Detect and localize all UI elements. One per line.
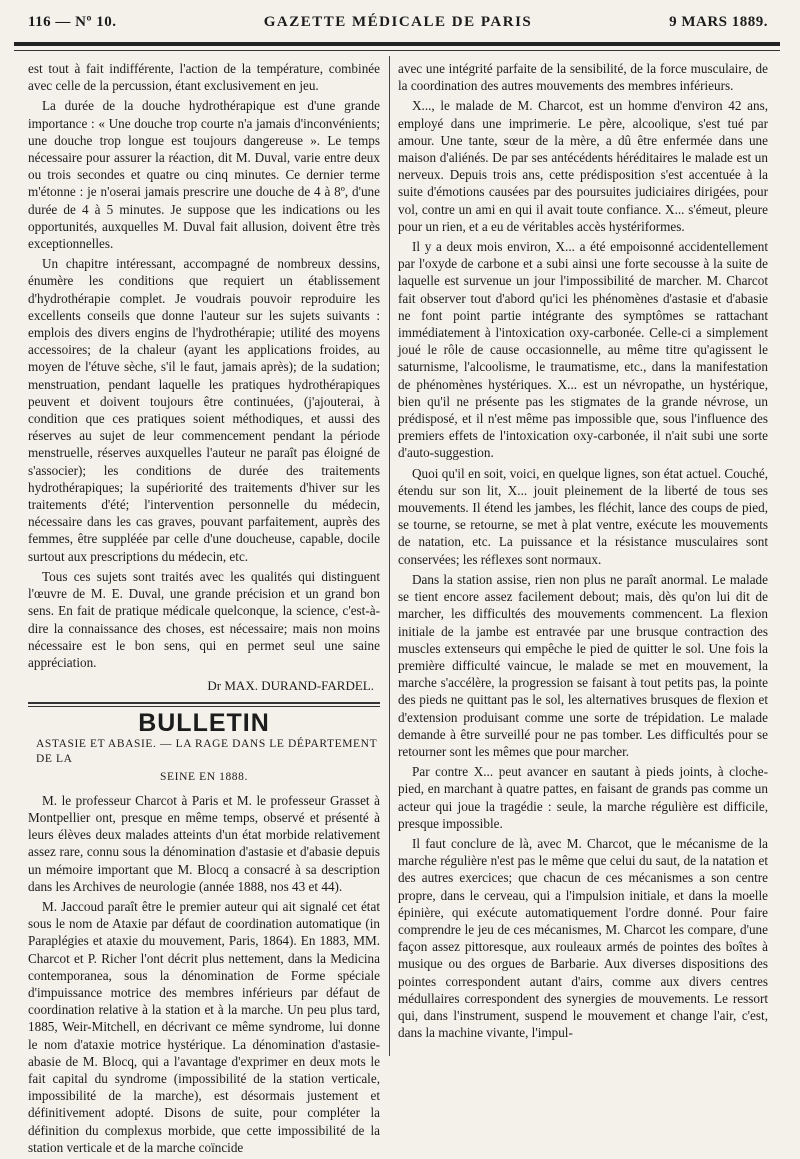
issue-date: 9 MARS 1889. bbox=[669, 14, 768, 30]
right-column bbox=[398, 60, 768, 1044]
journal-title: GAZETTE MÉDICALE DE PARIS bbox=[263, 14, 533, 30]
author-signature: Dr MAX. DURAND-FARDEL. bbox=[207, 678, 374, 694]
article-paragraph: X..., le malade de M. Charcot, est un homme d'environ 42 ans, employé dans une imprimerie. Le père, alcoolique, s'est tué par amour. Une tante, sœur de la mère, a dû être enfermée dans une maison d'aliénés. De par ses antécédents héréditaires le malade est un nerveux. Depuis trois ans, cette prédisposition s'est accentuée à la suite d'émotions causées par des poursuites judiciaires dirigées, pour vol, contre un ami en qui il avait toute confiance. X... s'émeut, pleure pour un rien, et a eu de véritables accès hystériformes. bbox=[398, 98, 768, 234]
bulletin-subtitle-cont: SEINE EN 1888. bbox=[160, 770, 248, 783]
bulletin-subtitle: ASTASIE ET ABASIE. — LA RAGE DANS LE DÉPARTEMENT DE LA bbox=[36, 737, 378, 765]
article-paragraph: Tous ces sujets sont traités avec les qualités qui distinguent l'œuvre de M. E. Duval, une grande précision et un grand bon sens. En fait de pratique médicale quelconque, la science, c'est-à-dire la connaissance des choses, est nécessaire; mais non moins nécessaire est le bon sens, qui en permet seul une saine appréciation. bbox=[28, 568, 380, 670]
header-rule-thick bbox=[14, 42, 780, 46]
section-rule bbox=[28, 702, 380, 704]
page-number: 116 — Nº 10. bbox=[28, 14, 117, 30]
section-rule-thin bbox=[28, 706, 380, 707]
header-rule-thin bbox=[14, 50, 780, 51]
bulletin-paragraph: M. Jaccoud paraît être le premier auteur qui ait signalé cet état sous le nom de Ataxie par défaut de coordination automatique (in Paraplégies et ataxie du mouvement, Paris, 1864). En 1883, MM. Charcot et P. Richer l'ont décrit plus nettement, dans la Medicina contemporanea, sous la dénomination de Forme spéciale d'impuissance motrice des membres inférieurs par défaut de coordination relative à la station et à la marche. Un peu plus tard, 1885, Weir-Mitchell, en décrivant ce même syndrome, lui donne le nom d'ataxie motrice hystérique. La dénomination d'astasie-abasie de M. Blocq, qui a l'avantage d'exprimer en deux mots le fait capital du syndrome (impossibilité de la station verticale, impossibilité de la marche), est désormais justement et définitivement adopté. Disons de suite, pour compléter la définition du complexus morbide, que cette impossibilité de la station verticale et de la marche coïncide bbox=[28, 898, 380, 1155]
article-paragraph: avec une intégrité parfaite de la sensibilité, de la force musculaire, de la coordination des autres mouvements des membres inférieurs. bbox=[398, 61, 768, 94]
article-paragraph: est tout à fait indifférente, l'action de la température, combinée avec celle de la percussion, étant exclusivement en jeu. bbox=[28, 61, 380, 94]
article-paragraph: Par contre X... peut avancer en sautant à pieds joints, à cloche-pied, en marchant à quatre pattes, en faisant de grands pas comme un acteur qui joue la tragédie : seule, la marche régulière est difficile, presque impossible. bbox=[398, 764, 768, 831]
page-header bbox=[28, 10, 768, 36]
bulletin-heading: BULLETIN bbox=[138, 709, 270, 738]
bulletin-paragraph: M. le professeur Charcot à Paris et M. le professeur Grasset à Montpellier ont, presque en même temps, observé et présenté à leurs élèves deux malades atteints d'un état morbide relativement assez rare, connu sous la dénomination d'astasie et d'abasie depuis un mémoire important que M. Blocq a consacré à sa description dans les Archives de neurologie (année 1888, nos 43 et 44). bbox=[28, 792, 380, 894]
article-paragraph: Quoi qu'il en soit, voici, en quelque lignes, son état actuel. Couché, étendu sur son lit, X... jouit pleinement de la liberté de tous ses mouvements. Il étend les jambes, les fléchit, lance des coups de pied, se tourne, se retourne, se met à plat ventre, exécute les mouvements de natation, etc. La puissance et la résistance musculaires sont conservées; les réflexes sont normaux. bbox=[398, 465, 768, 567]
article-paragraph: Il y a deux mois environ, X... a été empoisonné accidentellement par l'oxyde de carbone et a subi ainsi une forte secousse à la suite de laquelle est survenue un jour l'impossibilité de marcher. M. Charcot fait observer tout d'abord qu'ici les phénomènes d'astasie et d'abasie ne font point partie intégrante des symptômes se rattachant immédiatement à l'intoxication oxy-carbonée. Celle-ci a simplement joué le rôle de cause occasionnelle, au même titre qu'agissent le saturnisme, l'alcoolisme, le traumatisme, etc., dans la manifestation de phénomènes hystériques. X... est un névropathe, un hystérique, bien qu'il ne présente pas les stigmates de la grande névrose, un prédisposé, et il n'est même pas impossible que, sous l'influence des premiers effets de l'intoxication oxy-carbonée, il n'ait subi une sorte d'auto-suggestion. bbox=[398, 239, 768, 461]
left-column bbox=[28, 60, 380, 1159]
article-paragraph: La durée de la douche hydrothérapique est d'une grande importance : « Une douche trop courte n'a jamais d'inconvénients; une douche trop longue est toujours dangereuse ». Le temps nécessaire pour assurer la réaction, dit M. Duval, varie entre deux ou trois secondes et quatre ou cinq minutes. Ce dernier terme m'étonne : je n'oserai jamais prescrire une douche de 4 à 8º, d'une durée de 4 à 5 minutes. Je suppose que les indications ou les opportunités, auxquelles M. Duval fait allusion, doivent être très exceptionnelles. bbox=[28, 98, 380, 252]
article-paragraph: Il faut conclure de là, avec M. Charcot, que le mécanisme de la marche régulière n'est pas le même que celui du saut, de la natation et des autres exercices; que chacun de ces mécanismes a son centre propre, dans le cerveau, qui a l'impulsion initiale, et dans la moelle épinière, qui exécute automatiquement l'ordre donné. Pour faire comprendre le jeu de ces mécanismes, M. Charcot les compare, d'une façon assez pittoresque, aux rouleaux armés de pointes des boîtes à musique ou des orgues de Barbarie. Aux diverses dispositions des pointes correspondent autant d'airs, comme aux divers centres médullaires correspondent des synergies de mouvements. Le ressort qui, dans l'instrument, suspend le mouvement et change l'air, c'est, dans la machine vivante, l'impul- bbox=[398, 835, 768, 1041]
column-divider bbox=[389, 56, 390, 1056]
article-paragraph: Dans la station assise, rien non plus ne paraît anormal. Le malade se tient encore assez facilement debout; mais, dès qu'on lui dit de marcher, les difficultés des mouvements commencent. La flexion initiale de la jambe est entravée par une brusque contraction des muscles extenseurs qui empêche le pied de quitter le sol. Une fois la première difficulté vaincue, le malade se met en mouvement, la marche s'accélère, la progression se faisant à tout petits pas, la pointe des pieds ne quittant pas le sol, les alternatives brusques de flexion et d'extension produisant comme une sorte de trépidation. Le malade demande à être surveillé pour ne pas tomber. Les difficultés pour se retourner sont les mêmes que pour marcher. bbox=[398, 571, 768, 759]
article-paragraph: Un chapitre intéressant, accompagné de nombreux dessins, énumère les conditions que requiert un établissement d'hydrothérapie complet. Je voudrais pouvoir reproduire les excellents conseils que donne l'auteur sur les sujets suivants : emplois des divers engins de l'hydrothérapie; utilité des moyens accessoires; de la chaleur (ayant les applications froides, au moyen de l'étuve sèche, s'il le faut, jamais après); de la sudation; menstruation, pendant laquelle les pratiques hydrothérapiques peuvent et doivent toujours être continuées, (j'ajouterai, à condition que ces pratiques soient méthodiques, et aussi des réserves au sujet de leur commencement pendant la période menstruelle, réserves auxquelles l'auteur ne paraît pas éloigné de s'associer); les conditions de durée des traitements hydrothérapiques; la supériorité des traitements d'hiver sur les traitements d'été; l'intervention personnelle du médecin, nécessaire dans les cas graves, pouvant parfaitement, auprès des femmes, être suppléée par celle d'une doucheuse, capable, docile surtout aux prescriptions du médecin, etc. bbox=[28, 256, 380, 564]
